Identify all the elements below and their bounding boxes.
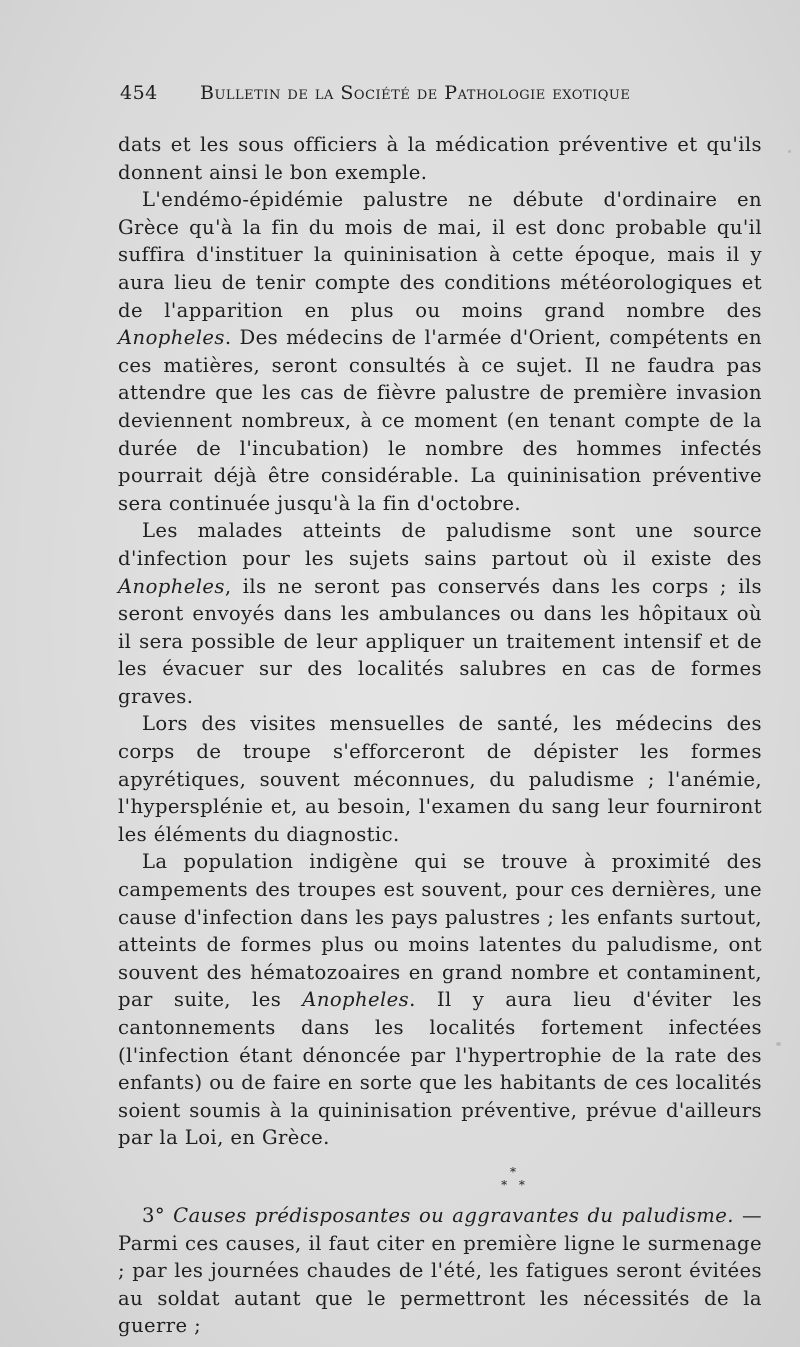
section-title: Causes prédisposantes ou aggravantes du paludisme. xyxy=(173,1203,734,1227)
paragraph-continuation: dats et les sous officiers à la médication préventive et qu'ils donnent ainsi le bon exemple. xyxy=(118,133,762,184)
paragraph-population: La population indigène qui se trouve à proximité des campements des troupes est souvent, pour ces dernières, une cause d'infection dans les pays palustres ; les enfants surtout, atteints de formes plus ou moins latentes du paludisme, ont souvent des hématozoaires en grand nombre et contaminent, par suite, les Anopheles. Il y aura lieu d'éviter les cantonnements dans les localités fortement infectées (l'infection étant dénoncée par l'hypertrophie de la rate des enfants) ou de faire en sorte que les habitants de ces localités soient soumis à la quininisation préventive, prévue d'ailleurs par la Loi, en Grèce. xyxy=(118,850,762,1150)
body-text xyxy=(118,131,762,1340)
paper-blemish xyxy=(776,1042,781,1046)
paragraph-patients: Les malades atteints de paludisme sont une source d'infection pour les sujets sains partout où il existe des Anopheles, ils ne seront pas conservés dans les corps ; ils seront envoyés dans les ambulances ou dans les hôpitaux où il sera possible de leur appliquer un traitement intensif et de les évacuer sur des localités salubres en cas de formes graves. xyxy=(118,519,762,708)
species-name: Anopheles xyxy=(302,988,410,1012)
paragraph-health-visits: Lors des visites mensuelles de santé, les médecins des corps de troupe s'efforceront de dépister les formes apyrétiques, souvent méconnues, du paludisme ; l'anémie, l'hypersplénie et, au besoin, l'examen du sang leur fourniront les éléments du diagnostic. xyxy=(118,712,762,846)
section-causes: 3° Causes prédisposantes ou aggravantes du paludisme. — Parmi ces causes, il faut citer en première ligne le surmenage ; par les journées chaudes de l'été, les fatigues seront évitées au soldat autant que le permettront les nécessités de la guerre ; xyxy=(118,1203,762,1338)
species-name: Anopheles xyxy=(118,574,225,598)
paper-blemish xyxy=(788,150,791,153)
paragraph-onset: L'endémo-épidémie palustre ne débute d'ordinaire en Grèce qu'à la fin du mois de mai, il est donc probable qu'il suffira d'instituer la quininisation à cette époque, mais il y aura lieu de tenir compte des conditions météorologiques et de l'apparition en plus ou moins grand nombre des Anopheles. Des médecins de l'armée d'Orient, compétents en ces matières, seront consultés à ce sujet. Il ne faudra pas attendre que les cas de fièvre palustre de première invasion deviennent nombreux, à ce moment (en tenant compte de la durée de l'incubation) le nombre des hommes infectés pourrait déjà être considérable. La quininisation préventive sera continuée jusqu'à la fin d'octobre. xyxy=(118,188,762,515)
page-number: 454 xyxy=(120,82,158,104)
page-header xyxy=(120,82,760,104)
section-number: 3° xyxy=(142,1203,166,1227)
species-name: Anopheles xyxy=(118,326,225,350)
asterism-separator: * * * xyxy=(501,1164,529,1192)
running-title: Bulletin de la Société de Pathologie exotique xyxy=(200,82,631,104)
